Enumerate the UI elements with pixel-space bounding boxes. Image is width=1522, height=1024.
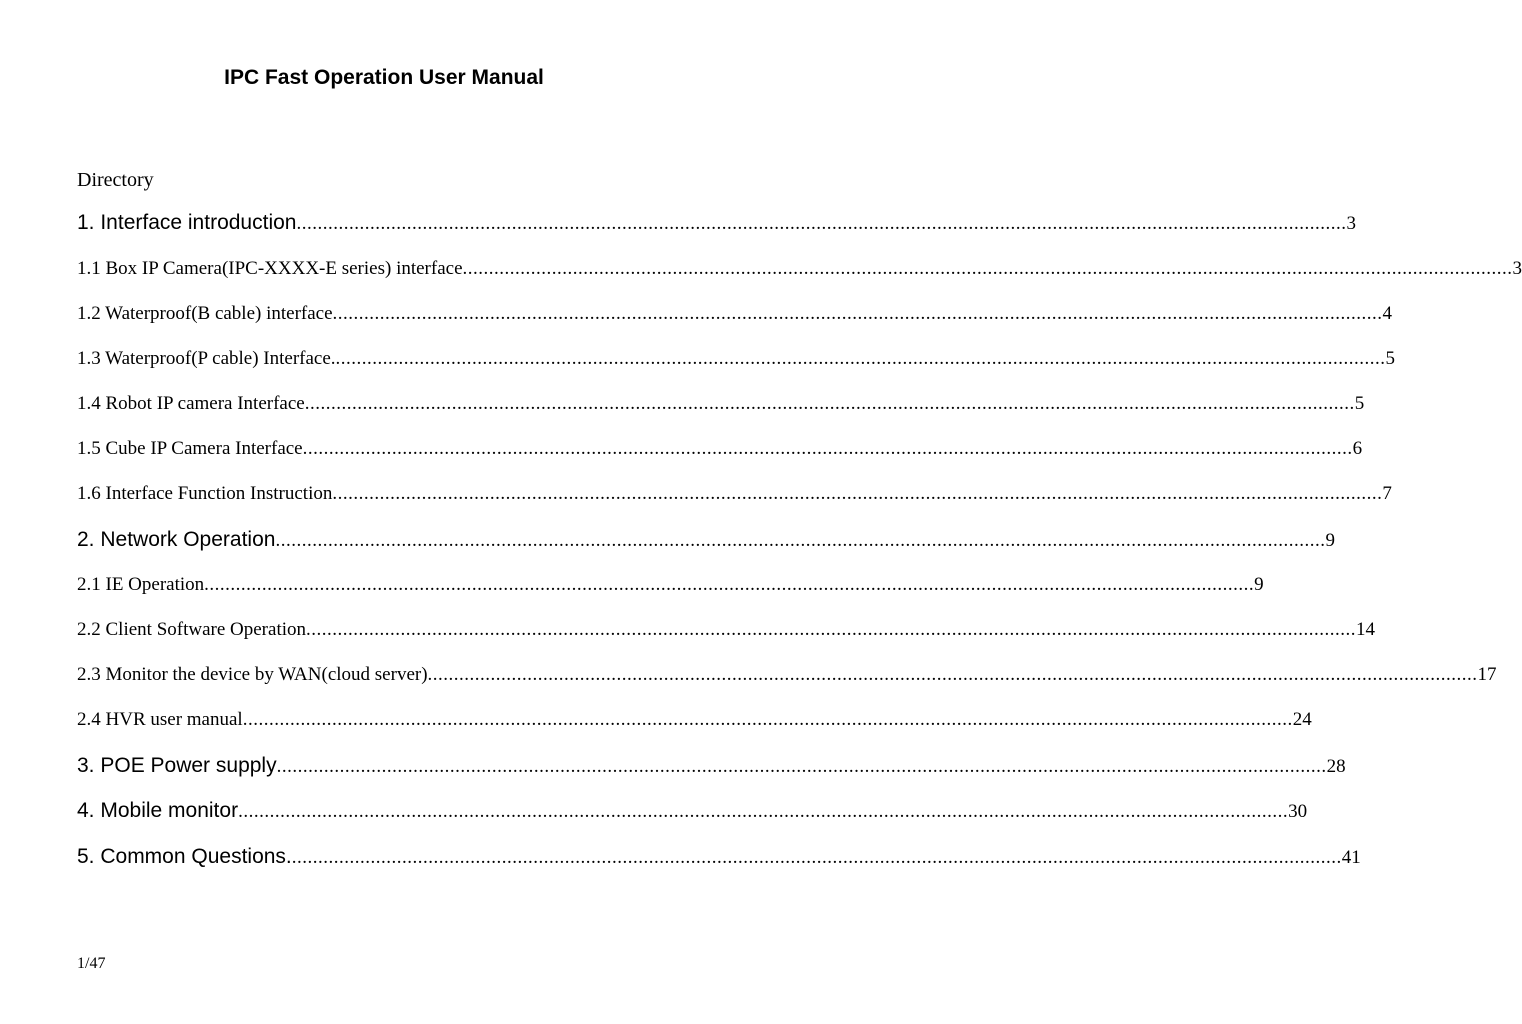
toc-entry[interactable] [77,574,1264,596]
toc-entry[interactable] [77,845,1361,869]
toc-entry-label: 1.3 Waterproof(P cable) Interface. [77,348,336,369]
toc-entry-label: 5. Common Questions. [77,845,292,868]
toc-leader-dots: ........................................................................................................................................................................................................ [427,664,1478,685]
toc-entry-label: 2. Network Operation [77,528,276,551]
toc-entry-page: 5 [1385,348,1396,369]
toc-leader-dots: ........................................................................................................................................................................................................ [242,709,1293,730]
toc-entry-label: 2.1 IE Operation [77,574,205,595]
page-number: 1/47 [77,955,106,972]
toc-leader-dots: ........................................................................................................................................................................................................ [302,438,1353,459]
toc-leader-dots: ........................................................................................................................................................................................................ [296,213,1347,234]
toc-entry[interactable] [77,438,1363,460]
directory-heading: Directory [77,169,154,191]
toc-entry-page: 30 [1288,801,1308,822]
toc-leader-dots: ........................................................................................................................................................................................................ [275,530,1326,551]
toc-entry-page: 3 [1346,213,1356,234]
toc-leader-dots: ........................................................................................................................................................................................................ [306,619,1357,640]
toc-entry-label: 1.4 Robot IP camera Interface [77,393,305,414]
toc-entry-label: 2.2 Client Software Operation [77,619,307,640]
toc-entry-page: 4 [1382,303,1393,324]
toc-entry[interactable] [77,664,1497,686]
toc-entry[interactable] [77,799,1308,823]
toc-leader-dots: ........................................................................................................................................................................................................ [462,258,1513,279]
toc-leader-dots: ........................................................................................................................................................................................................ [332,483,1383,504]
toc-entry-label: 1.5 Cube IP Camera Interface [77,438,303,459]
toc-entry[interactable] [77,483,1392,505]
toc-entry-label: 1.1 Box IP Camera(IPC-XXXX-E series) interface [77,258,463,279]
toc-entry[interactable] [77,528,1335,552]
toc-entry-label: 1.2 Waterproof(B cable) interface [77,303,333,324]
toc-leader-dots: ........................................................................................................................................................................................................ [204,574,1255,595]
toc-entry-label: 1. Interface introduction [77,211,297,234]
toc-entry[interactable] [77,393,1365,415]
toc-entry-page: 6 [1352,438,1363,459]
toc-leader-dots: ........................................................................................................................................................................................................ [238,801,1289,822]
toc-entry-page: 41 [1341,847,1361,868]
document-title: IPC Fast Operation User Manual [224,66,544,89]
toc-entry-label: 2.4 HVR user manual [77,709,243,730]
toc-leader-dots: ........................................................................................................................................................................................................ [276,756,1327,777]
toc-entry[interactable] [77,709,1312,731]
toc-entry-page: 9 [1254,574,1264,595]
toc-leader-dots: ........................................................................................................................................................................................................ [291,847,1342,868]
toc-entry-page: 14 [1356,619,1376,640]
toc-leader-dots: ........................................................................................................................................................................................................ [304,393,1355,414]
toc-entry[interactable] [77,303,1393,325]
toc-entry-label: 2.3 Monitor the device by WAN(cloud server) [77,664,428,685]
toc-entry[interactable] [77,619,1376,641]
toc-entry-page: 17 [1477,664,1497,685]
toc-entry-page: 24 [1292,709,1312,730]
toc-entry[interactable] [77,754,1346,778]
toc-entry[interactable] [77,258,1522,280]
toc-entry[interactable] [77,211,1356,235]
toc-entry-page: 9 [1325,530,1335,551]
toc-entry-page: 3 [1512,258,1522,279]
toc-entry-page: 7 [1382,483,1392,504]
toc-entry-page: 28 [1326,756,1346,777]
toc-entry-label: 4. Mobile monitor [77,799,239,822]
toc-leader-dots: ........................................................................................................................................................................................................ [335,348,1386,369]
toc-entry-label: 1.6 Interface Function Instruction [77,483,333,504]
toc-entry-page: 5 [1354,393,1365,414]
toc-entry-label: 3. POE Power supply [77,754,277,777]
toc-leader-dots: ........................................................................................................................................................................................................ [332,303,1383,324]
toc-entry[interactable] [77,348,1396,370]
